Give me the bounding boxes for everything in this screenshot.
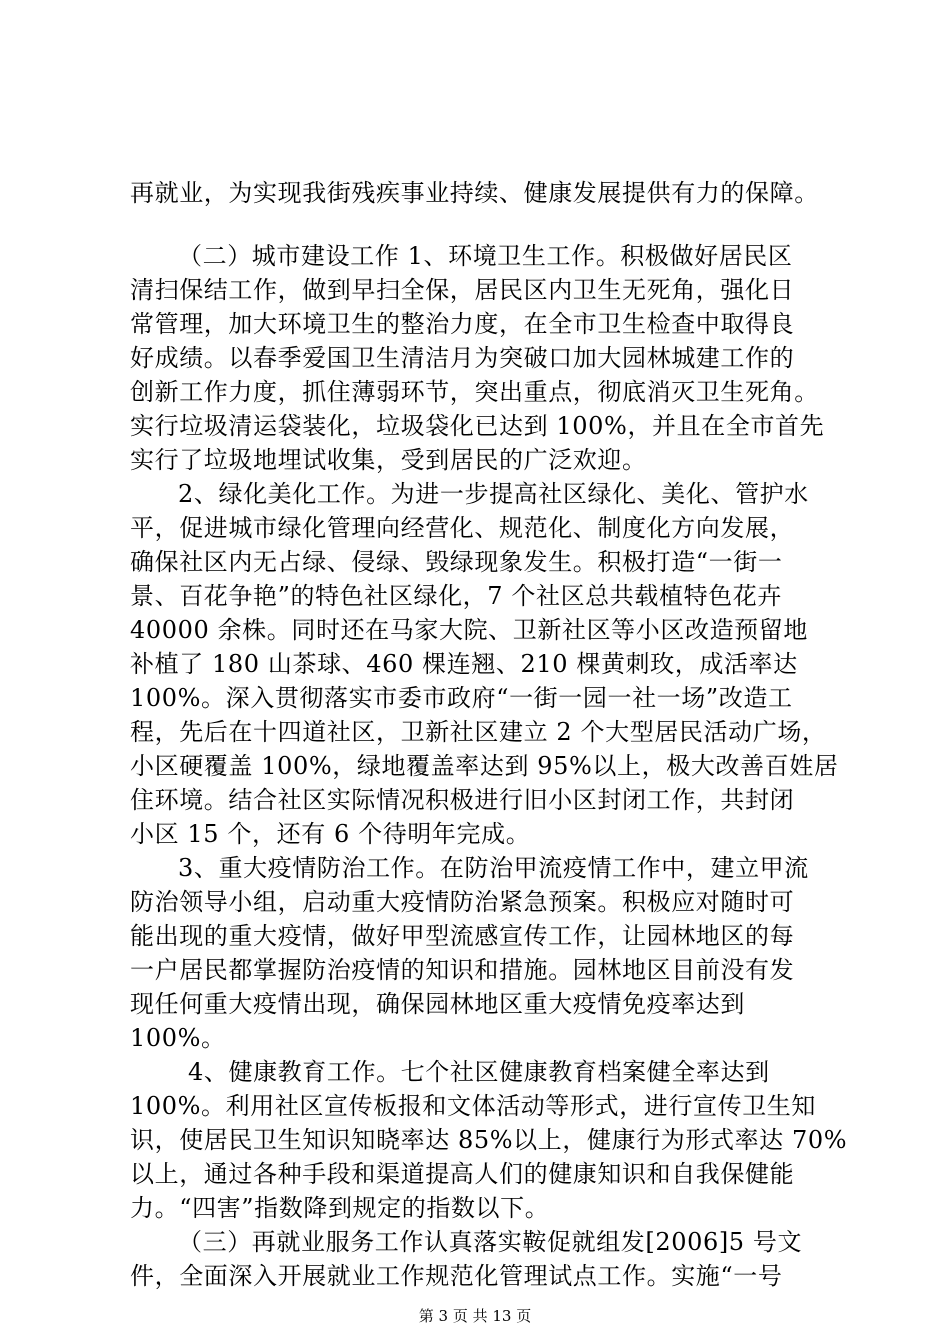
text-line: 100%。深入贯彻落实市委市政府“一街一园一社一场”改造工	[130, 684, 793, 712]
text-line: 景、百花争艳”的特色社区绿化，7 个社区总共载植特色花卉	[130, 582, 782, 610]
text-line: 力。“四害”指数降到规定的指数以下。	[130, 1194, 550, 1222]
text-line: 再就业，为实现我街残疾事业持续、健康发展提供有力的保障。	[130, 179, 819, 207]
text-line: 平，促进城市绿化管理向经营化、规范化、制度化方向发展，	[130, 514, 795, 542]
text-line: 实行垃圾清运袋装化，垃圾袋化已达到 100%，并且在全市首先	[130, 412, 825, 440]
page-number: 第 3 页 共 13 页	[418, 1307, 532, 1325]
text-line: （三）再就业服务工作认真落实鞍促就组发[2006]5 号文	[178, 1228, 803, 1256]
text-line: 100%。利用社区宣传板报和文体活动等形式，进行宣传卫生知	[130, 1092, 817, 1120]
text-line: 创新工作力度，抓住薄弱环节，突出重点，彻底消灭卫生死角。	[130, 378, 819, 406]
text-line: 住环境。结合社区实际情况积极进行旧小区封闭工作，共封闭	[130, 786, 795, 814]
text-line: 100%。	[130, 1024, 226, 1052]
text-line: 小区硬覆盖 100%，绿地覆盖率达到 95%以上，极大改善百姓居	[130, 752, 839, 780]
text-line: 防治领导小组，启动重大疫情防治紧急预案。积极应对随时可	[130, 888, 795, 916]
text-line: 以上，通过各种手段和渠道提高人们的健康知识和自我保健能	[130, 1160, 795, 1188]
text-line: 4、健康教育工作。七个社区健康教育档案健全率达到	[188, 1058, 770, 1086]
text-line: 2、绿化美化工作。为进一步提高社区绿化、美化、管护水	[178, 480, 809, 508]
text-line: 一户居民都掌握防治疫情的知识和措施。园林地区目前没有发	[130, 956, 795, 984]
text-line: 补植了 180 山茶球、460 棵连翘、210 棵黄刺玫，成活率达	[130, 650, 798, 678]
text-line: 识，使居民卫生知识知晓率达 85%以上，健康行为形式率达 70%	[130, 1126, 848, 1154]
text-line: 3、重大疫情防治工作。在防治甲流疫情工作中，建立甲流	[178, 854, 809, 882]
text-line: 件，全面深入开展就业工作规范化管理试点工作。实施“一号	[130, 1262, 783, 1290]
text-line: 常管理，加大环境卫生的整治力度，在全市卫生检查中取得良	[130, 310, 795, 338]
text-line: 程，先后在十四道社区，卫新社区建立 2 个大型居民活动广场，	[130, 718, 827, 746]
page-footer	[0, 1306, 950, 1326]
text-line: （二）城市建设工作 1、环境卫生工作。积极做好居民区	[178, 242, 793, 270]
text-line: 能出现的重大疫情，做好甲型流感宣传工作，让园林地区的每	[130, 922, 795, 950]
text-line: 小区 15 个，还有 6 个待明年完成。	[130, 820, 531, 848]
text-line: 确保社区内无占绿、侵绿、毁绿现象发生。积极打造“一街一	[130, 548, 783, 576]
text-line: 实行了垃圾地埋试收集，受到居民的广泛欢迎。	[130, 446, 647, 474]
text-line: 好成绩。以春季爱国卫生清洁月为突破口加大园林城建工作的	[130, 344, 795, 372]
text-line: 清扫保结工作，做到早扫全保，居民区内卫生无死角，强化日	[130, 276, 795, 304]
text-line: 现任何重大疫情出现，确保园林地区重大疫情免疫率达到	[130, 990, 745, 1018]
text-line: 40000 余株。同时还在马家大院、卫新社区等小区改造预留地	[130, 616, 808, 644]
